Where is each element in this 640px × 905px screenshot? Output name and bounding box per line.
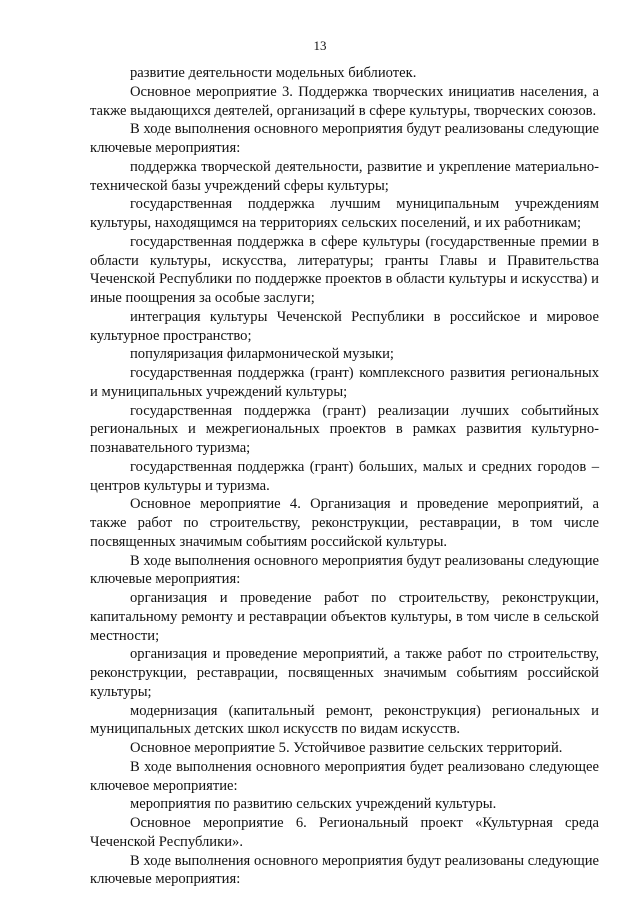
paragraph: мероприятия по развитию сельских учреждений культуры.: [130, 796, 497, 813]
paragraph: организация и проведение мероприятий, а также работ по строительству, реконструкции, реставрации, посвященных значимым событиям российской культуры;: [90, 646, 599, 700]
paragraph: государственная поддержка в сфере культуры (государственные премии в области культуры, искусства, литературы; гранты Главы и Правительства Чеченской Республики по поддержке проектов в области культуры и искусства) и иные поощрения за особые заслуги;: [90, 233, 599, 306]
paragraph: В ходе выполнения основного мероприятия будут реализованы следующие ключевые мероприятия:: [90, 552, 599, 588]
paragraph: Основное мероприятие 6. Региональный проект «Культурная среда Чеченской Республики».: [90, 815, 599, 850]
paragraph: В ходе выполнения основного мероприятия будут реализованы следующие ключевые мероприятия:: [90, 852, 599, 888]
paragraph: В ходе выполнения основного мероприятия будет реализовано следующее ключевое мероприятие:: [90, 758, 599, 794]
paragraph: В ходе выполнения основного мероприятия будут реализованы следующие ключевые мероприятия:: [90, 121, 599, 156]
paragraph: популяризация филармонической музыки;: [130, 346, 394, 363]
page-number: 13: [313, 38, 327, 53]
paragraph: развитие деятельности модельных библиотек.: [130, 65, 417, 81]
paragraph: государственная поддержка (грант) комплексного развития региональных и муниципальных учреждений культуры;: [90, 365, 599, 400]
paragraph: модернизация (капитальный ремонт, реконструкция) региональных и муниципальных детских школ искусств по видам искусств.: [90, 702, 599, 738]
paragraph: Основное мероприятие 5. Устойчивое развитие сельских территорий.: [130, 740, 563, 756]
paragraph: Основное мероприятие 4. Организация и проведение мероприятий, а также работ по строительству, реконструкции, реставрации, в том числе посвященных значимым событиям российской культуры.: [90, 496, 599, 550]
paragraph: организация и проведение работ по строительству, реконструкции, капитальному ремонту и реставрации объектов культуры, в том числе в сельской местности;: [90, 590, 599, 644]
paragraph: поддержка творческой деятельности, развитие и укрепление материально-технической базы учреждений сферы культуры;: [90, 158, 599, 194]
paragraph: интеграция культуры Чеченской Республики в российское и мировое культурное пространство;: [90, 308, 599, 344]
paragraph: государственная поддержка (грант) больших, малых и средних городов – центров культуры и туризма.: [90, 458, 599, 494]
paragraph: государственная поддержка лучшим муниципальным учреждениям культуры, находящимся на территориях сельских поселений, и их работникам;: [90, 196, 599, 231]
paragraph: государственная поддержка (грант) реализации лучших событийных региональных и межрегиональных проектов в рамках развития культурно-познавательного туризма;: [90, 402, 599, 456]
document-body: [90, 64, 599, 889]
paragraph: Основное мероприятие 3. Поддержка творческих инициатив населения, а также выдающихся деятелей, организаций в сфере культуры, творческих союзов.: [90, 83, 599, 119]
